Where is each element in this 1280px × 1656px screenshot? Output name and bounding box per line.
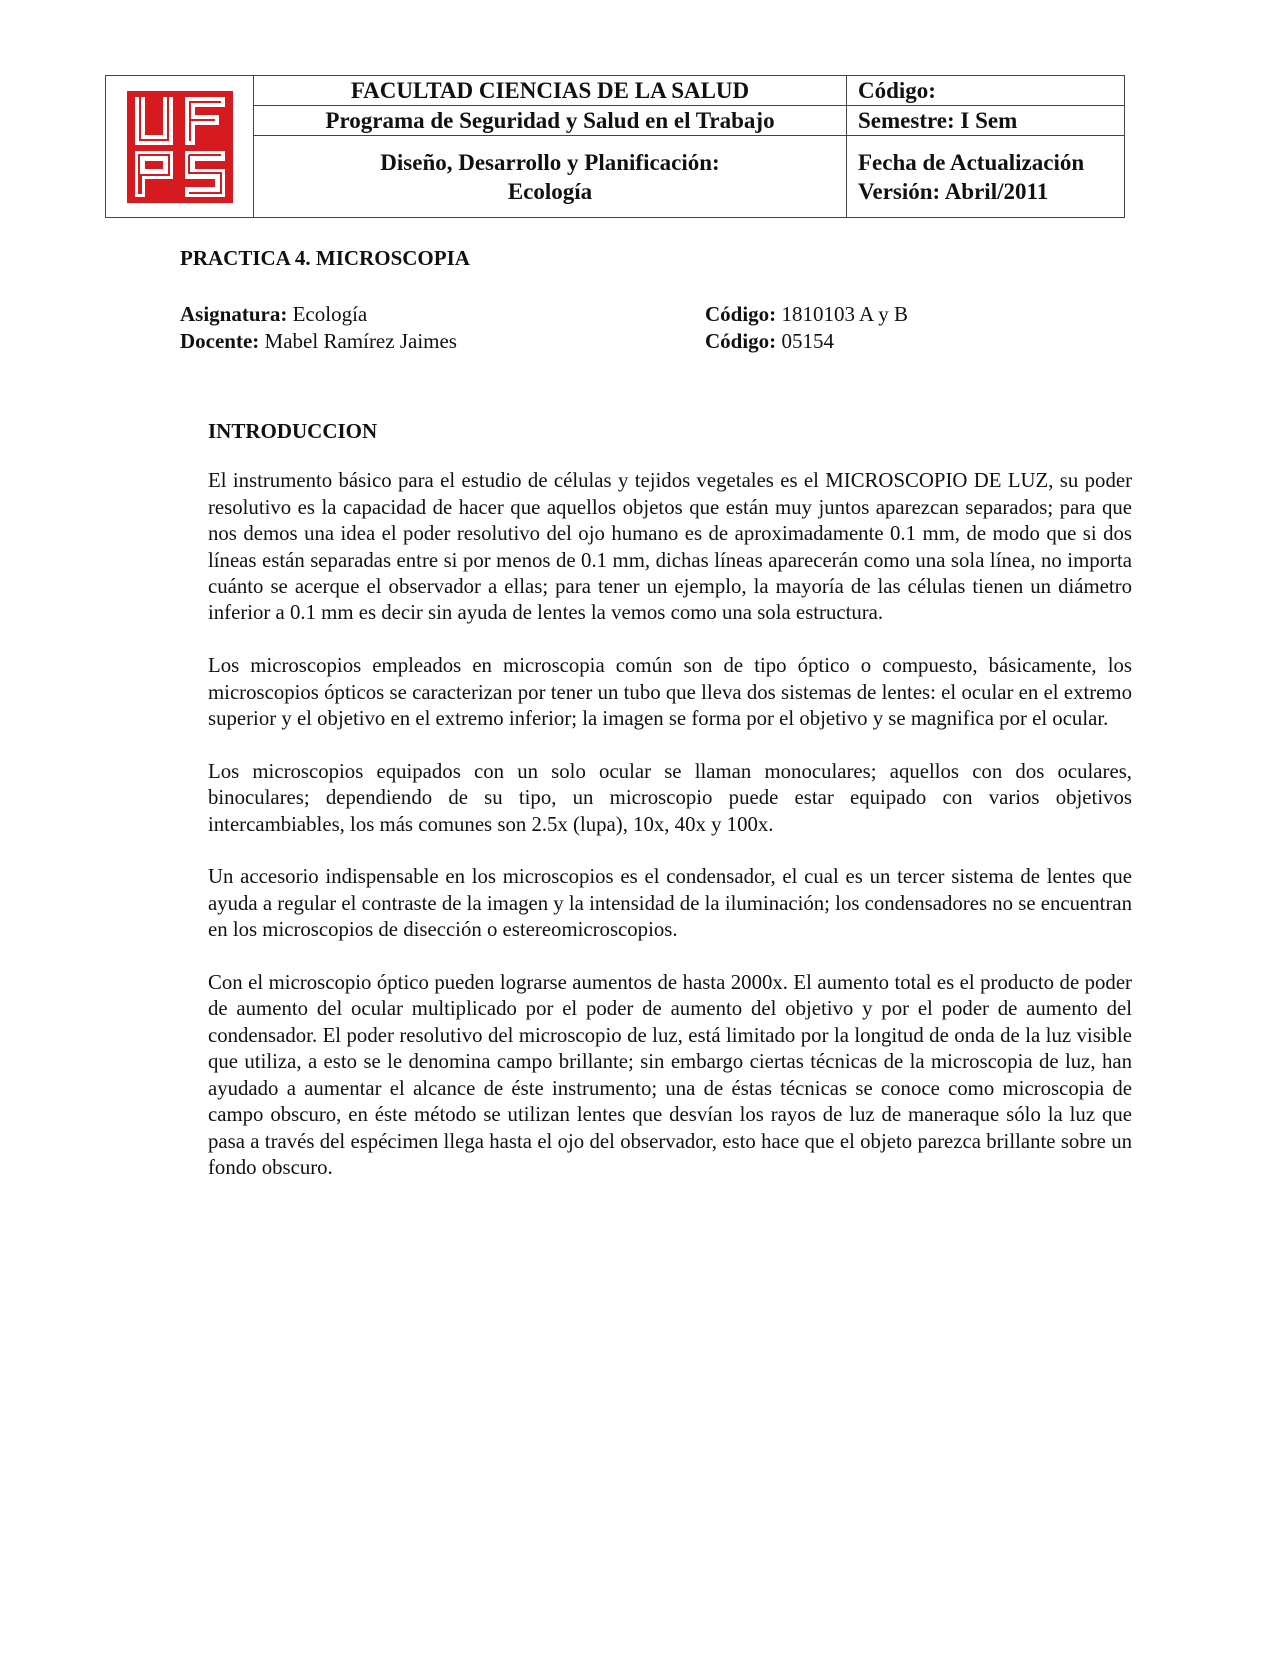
subject-code-value: 1810103 A y B	[776, 302, 909, 326]
subject-value: Ecología	[287, 302, 368, 326]
code-label: Código:	[847, 76, 1125, 106]
design-cell	[254, 136, 847, 218]
intro-paragraph: Los microscopios empleados en microscopia común son de tipo óptico o compuesto, básicamente, los microscopios ópticos se caracterizan por tener un tubo que lleva dos sistemas de lentes: el ocular en el extremo superior y el objetivo en el extremo inferior; la imagen se forma por el objetivo y se magnifica por el ocular.	[208, 654, 1132, 731]
subject-label: Asignatura:	[180, 302, 288, 326]
teacher-label: Docente:	[180, 329, 260, 353]
teacher-row	[180, 328, 457, 355]
logo-cell	[106, 76, 254, 218]
document-header	[105, 75, 1125, 218]
subject-code-row	[705, 301, 908, 328]
subject-info	[180, 301, 457, 355]
teacher-code-value: 05154	[776, 329, 834, 353]
subject-code-label: Código:	[705, 302, 777, 326]
intro-heading: INTRODUCCION	[208, 419, 378, 443]
version-label: Versión: Abril/2011	[858, 178, 1049, 204]
introduction-section	[208, 418, 1132, 1208]
version-cell	[847, 136, 1125, 218]
ufps-logo	[106, 91, 253, 203]
subject-row	[180, 301, 457, 328]
intro-paragraph: Un accesorio indispensable en los microscopios es el condensador, el cual es un tercer sistema de lentes que ayuda a regular el contraste de la imagen y la intensidad de la iluminación; los condensadores no se encuentran en los microscopios de disección o estereomicroscopios.	[208, 865, 1132, 942]
teacher-value: Mabel Ramírez Jaimes	[259, 329, 457, 353]
semester-label: Semestre: I Sem	[847, 106, 1125, 136]
design-line: Diseño, Desarrollo y Planificación:	[380, 149, 720, 175]
intro-paragraph: Los microscopios equipados con un solo ocular se llaman monoculares; aquellos con dos oculares, binoculares; dependiendo de su tipo, un microscopio puede estar equipado con varios objetivos intercambiables, los más comunes son 2.5x (lupa), 10x, 40x y 100x.	[208, 759, 1132, 836]
faculty-title: FACULTAD CIENCIAS DE LA SALUD	[254, 76, 847, 106]
subject-line: Ecología	[507, 178, 593, 204]
intro-paragraph: El instrumento básico para el estudio de células y tejidos vegetales es el MICROSCOPIO DE LUZ, su poder resolutivo es la capacidad de hacer que aquellos objetos que están muy juntos aparezcan separados; para que nos demos una idea el poder resolutivo del ojo humano es de aproximadamente 0.1 mm, de modo que si dos líneas están separadas entre si por menos de 0.1 mm, dichas líneas aparecerán como una sola línea, no importa cuánto se acerque el observador a ellas; para tener un ejemplo, la mayoría de las células tienen un diámetro inferior a 0.1 mm es decir sin ayuda de lentes la vemos como una sola estructura.	[208, 469, 1132, 625]
teacher-code-label: Código:	[705, 329, 777, 353]
code-info	[705, 301, 908, 355]
intro-paragraph: Con el microscopio óptico pueden lograrse aumentos de hasta 2000x. El aumento total es el producto de poder de aumento del ocular multiplicado por el poder de aumento del objetivo y por el poder de aumento del condensador. El poder resolutivo del microscopio de luz, está limitado por la longitud de onda de la luz visible que utiliza, a esto se le denomina campo brillante; sin embargo ciertas técnicas de la microscopia de luz, han ayudado a aumentar el alcance de éste instrumento; una de éstas técnicas se conoce como microscopia de campo obscuro, en éste método se utilizan lentes que desvían los rayos de luz de maneraque sólo la luz que pasa a través del espécimen llega hasta el ojo del observador, esto hace que el objeto parezca brillante sobre un fondo obscuro.	[208, 971, 1132, 1179]
update-date-label: Fecha de Actualización	[858, 149, 1085, 175]
ufps-logo-icon	[127, 91, 233, 203]
program-title: Programa de Seguridad y Salud en el Trabajo	[254, 106, 847, 136]
practice-title: PRACTICA 4. MICROSCOPIA	[180, 246, 470, 270]
teacher-code-row	[705, 328, 908, 355]
